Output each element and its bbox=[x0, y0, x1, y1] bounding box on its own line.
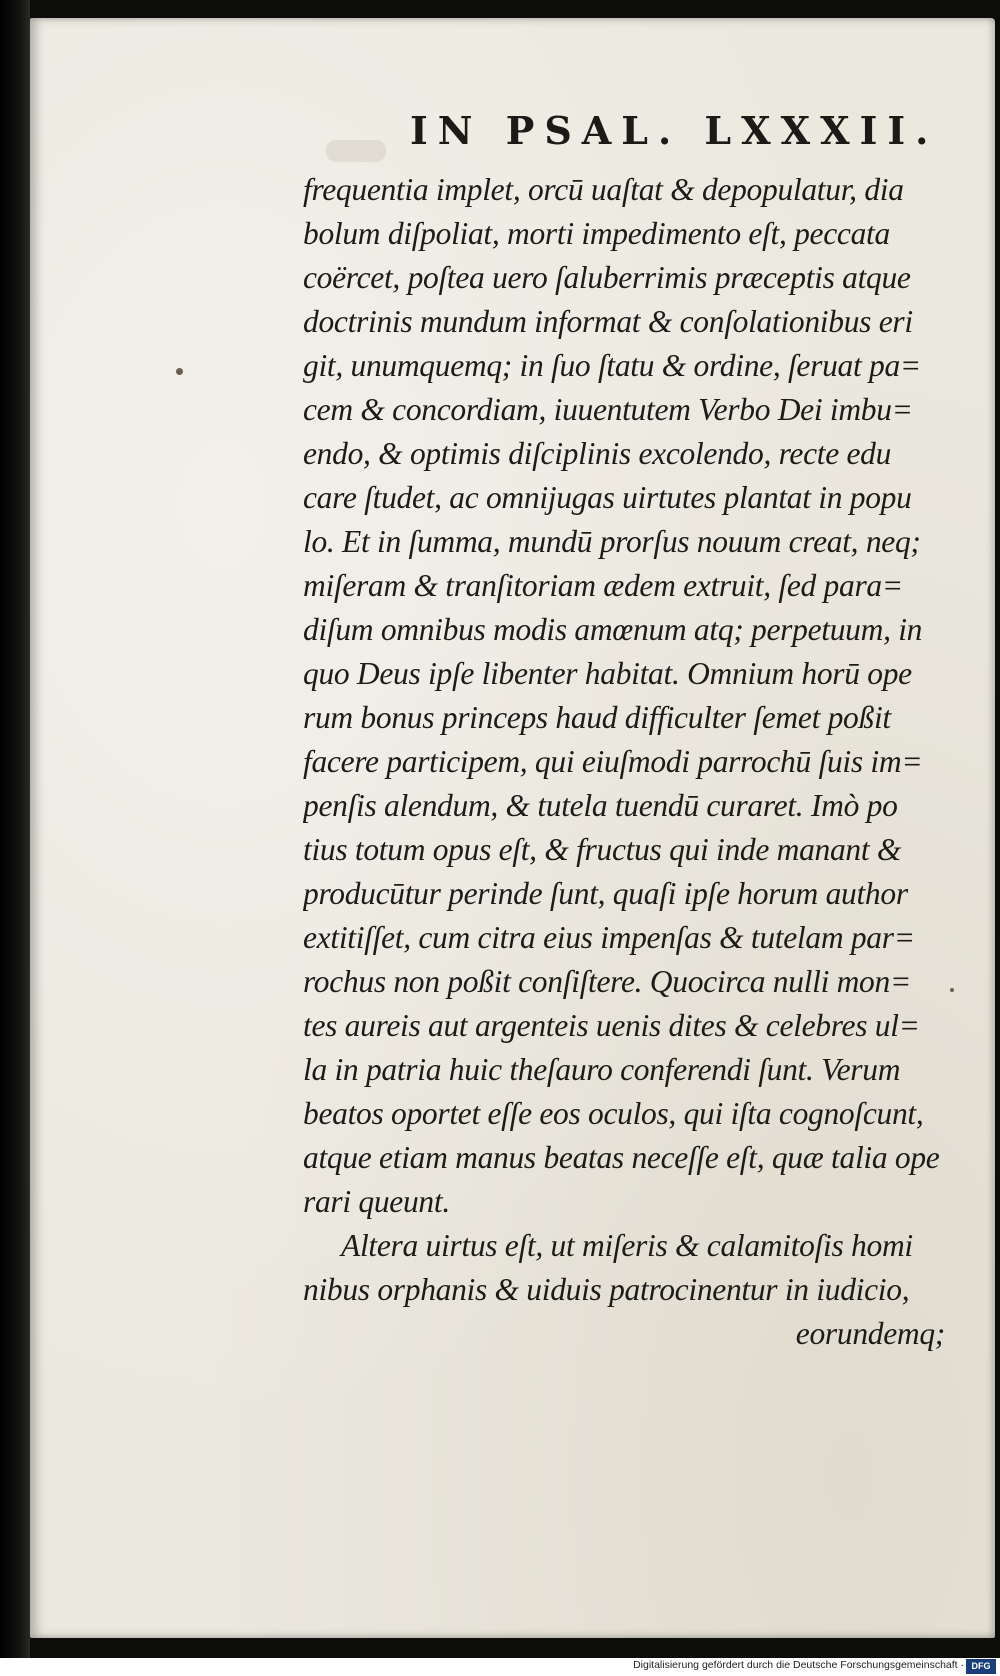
text-line: rum bonus princeps haud difficulter ſemet poßit bbox=[303, 700, 891, 735]
text-line: care ſtudet, ac omnijugas uirtutes plantat in popu bbox=[303, 480, 912, 515]
text-line: coërcet, poſtea uero ſaluberrimis præceptis atque bbox=[303, 260, 911, 295]
text-line: quo Deus ipſe libenter habitat. Omnium horū ope bbox=[303, 656, 912, 691]
text-line: doctrinis mundum informat & conſolationibus eri bbox=[303, 304, 913, 339]
text-block bbox=[303, 168, 963, 1356]
text-line: Altera uirtus eſt, ut miſeris & calamitoſis homi bbox=[341, 1228, 913, 1263]
text-line: la in patria huic theſauro conferendi ſunt. Verum bbox=[303, 1052, 901, 1087]
text-line: diſum omnibus modis amœnum atq; perpetuum, in bbox=[303, 612, 923, 647]
text-line: frequentia implet, orcū uaſtat & depopulatur, dia bbox=[303, 172, 904, 207]
faint-stamp-mark bbox=[326, 140, 386, 162]
text-line: miſeram & tranſitoriam ædem extruit, ſed para= bbox=[303, 568, 903, 603]
text-line: penſis alendum, & tutela tuendū curaret. Imò po bbox=[303, 788, 898, 823]
text-line: tes aureis aut argenteis uenis dites & celebres ul= bbox=[303, 1008, 920, 1043]
catchword: eorundemq; bbox=[795, 1316, 945, 1351]
margin-ink-dot bbox=[950, 988, 954, 992]
book-page bbox=[30, 18, 995, 1638]
digitization-credit: Digitalisierung gefördert durch die Deutsche Forschungsgemeinschaft · bbox=[633, 1659, 964, 1671]
text-line: tius totum opus eſt, & fructus qui inde manant & bbox=[303, 832, 902, 867]
running-head: IN PSAL. LXXXII. bbox=[410, 108, 939, 153]
text-line: atque etiam manus beatas neceſſe eſt, quæ talia ope bbox=[303, 1140, 940, 1175]
text-line: endo, & optimis diſciplinis excolendo, recte edu bbox=[303, 436, 892, 471]
text-line: facere participem, qui eiuſmodi parrochū ſuis im= bbox=[303, 744, 923, 779]
text-line: git, unumquemq; in ſuo ſtatu & ordine, ſeruat pa= bbox=[303, 348, 921, 383]
text-line: rari queunt. bbox=[303, 1184, 450, 1219]
text-line: cem & concordiam, iuuentutem Verbo Dei imbu= bbox=[303, 392, 913, 427]
text-line: lo. Et in ſumma, mundū prorſus nouum creat, neq; bbox=[303, 524, 921, 559]
book-gutter-shadow bbox=[0, 0, 30, 1676]
text-line: rochus non poßit conſiſtere. Quocirca nulli mon= bbox=[303, 964, 911, 999]
text-line: bolum diſpoliat, morti impedimento eſt, peccata bbox=[303, 216, 890, 251]
text-line: extitiſſet, cum citra eius impenſas & tutelam par= bbox=[303, 920, 915, 955]
text-line: producūtur perinde ſunt, quaſi ipſe horum author bbox=[303, 876, 908, 911]
text-line: beatos oportet eſſe eos oculos, qui iſta cognoſcunt, bbox=[303, 1096, 924, 1131]
dfg-logo: DFG bbox=[966, 1659, 996, 1674]
text-line: nibus orphanis & uiduis patrocinentur in iudicio, bbox=[303, 1272, 910, 1307]
margin-ink-dot bbox=[176, 368, 183, 375]
